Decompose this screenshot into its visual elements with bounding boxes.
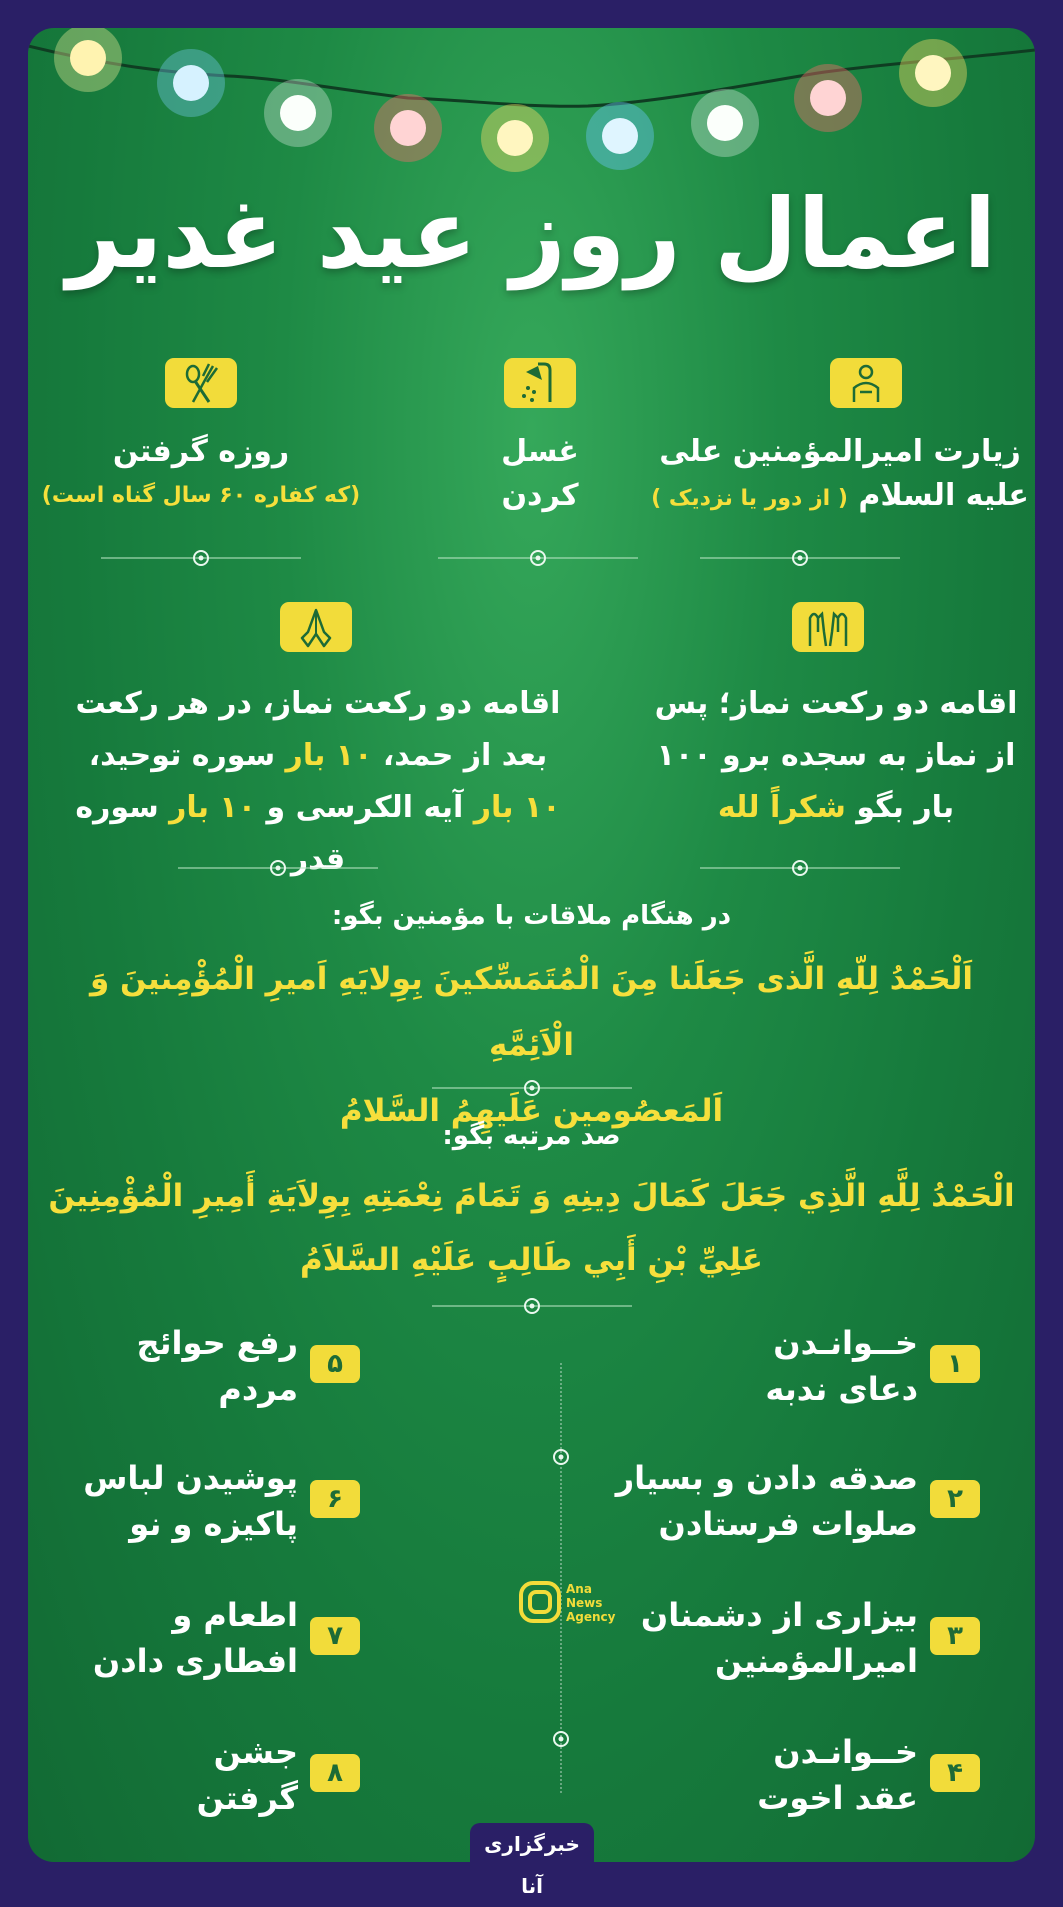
hundred-dua — [48, 1164, 1015, 1292]
list-item — [68, 1320, 298, 1412]
divider-ornament — [700, 858, 900, 878]
raised-hands-icon — [792, 602, 864, 652]
list-item-line1: جشن — [213, 1733, 298, 1771]
list-item-line2: امیرالمؤمنین — [715, 1642, 918, 1680]
act-prayer-sajdah — [636, 678, 1035, 834]
meeting-dua-line2: اَلمَعصُومین عَلَیهِمُ السَّلامُ — [339, 1093, 724, 1129]
act-fasting — [28, 430, 374, 518]
logo-line2: News — [566, 1596, 603, 1610]
hundred-label: صد مرتبه بگو: — [442, 1121, 621, 1151]
list-item — [68, 1729, 298, 1821]
act-prayer-sajdah-line1: اقامه دو رکعت نماز؛ پس — [654, 686, 1018, 721]
act-ziyarat-note: ( از دور یا نزدیک ) — [651, 486, 848, 511]
act-prayer-surah-line3b: آیه الکرسی و — [256, 790, 474, 825]
list-item-line1: خــوانـدن — [773, 1733, 918, 1771]
meeting-dua-line1: اَلْحَمْدُ لِلّهِ الَّذی جَعَلَنا مِنَ الْمُتَمَسِّکینَ بِوِلایَهِ اَمیرِ الْمُؤْمِنینَ وَ الْاَئِمَّهِ — [89, 961, 974, 1063]
list-item-line1: بیزاری از دشمنان — [640, 1596, 918, 1634]
list-number: ۲ — [930, 1480, 980, 1518]
act-fasting-line1: روزه گرفتن — [112, 434, 290, 469]
list-number: ۵ — [310, 1345, 360, 1383]
logo-line3: Agency — [566, 1610, 616, 1624]
list-number: ۴ — [930, 1754, 980, 1792]
divider-ornament — [550, 1446, 572, 1468]
divider-ornament — [438, 548, 638, 568]
list-item — [68, 1592, 298, 1684]
list-item-line2: مردم — [218, 1370, 298, 1408]
garland-lights — [28, 28, 1035, 198]
list-item — [588, 1320, 918, 1412]
logo-line1: Ana — [566, 1582, 592, 1596]
act-fasting-note: (که کفاره ۶۰ سال گناه است) — [41, 483, 361, 508]
list-item-line1: پوشیدن لباس — [83, 1459, 298, 1497]
act-ghusl-line1: غسل — [501, 434, 579, 469]
list-item — [588, 1455, 918, 1547]
act-prayer-surah — [58, 678, 578, 886]
act-prayer-surah-line3a: ۱۰ بار — [473, 790, 561, 825]
list-item — [588, 1729, 918, 1821]
pilgrim-icon — [830, 358, 902, 408]
list-item-line2: عقد اخوت — [757, 1779, 918, 1817]
list-item-line2: پاکیزه و نو — [129, 1505, 298, 1543]
ana-logo-icon — [518, 1580, 562, 1624]
list-number: ۱ — [930, 1345, 980, 1383]
act-prayer-surah-line3c: ۱۰ بار — [169, 790, 257, 825]
list-item — [588, 1592, 918, 1684]
list-item-line2: گرفتن — [196, 1779, 298, 1817]
list-item-line1: اطعام و — [172, 1596, 298, 1634]
act-prayer-sajdah-line2: از نماز به سجده برو ۱۰۰ — [656, 738, 1016, 773]
list-item-line2: افطاری دادن — [92, 1642, 298, 1680]
list-item-line1: صدقه دادن و بسیار — [615, 1459, 918, 1497]
act-prayer-surah-line2a: بعد از حمد، — [372, 738, 548, 773]
act-ghusl — [440, 430, 640, 518]
act-prayer-surah-line2c: سوره توحید، — [88, 738, 286, 773]
list-number: ۸ — [310, 1754, 360, 1792]
divider-ornament — [432, 1078, 632, 1098]
list-item-line2: دعای ندبه — [765, 1370, 918, 1408]
hundred-dua-line1: الْحَمْدُ لِلَّهِ الَّذِي جَعَلَ كَمَالَ دِينِهِ وَ تَمَامَ نِعْمَتِهِ بِوِلاَيَةِ أَمِيرِ الْمُؤْمِنِينَ — [48, 1178, 1015, 1214]
infographic-card — [28, 28, 1035, 1862]
list-item-line2: صلوات فرستادن — [658, 1505, 918, 1543]
act-prayer-sajdah-shukr: شکراً لله — [717, 790, 846, 825]
list-number: ۷ — [310, 1617, 360, 1655]
list-item-line1: خــوانـدن — [773, 1324, 918, 1362]
divider-ornament — [550, 1728, 572, 1750]
divider-ornament — [101, 548, 301, 568]
act-ghusl-line2: کردن — [501, 478, 579, 513]
footer-brand-tab — [470, 1823, 594, 1898]
praying-hands-icon — [280, 602, 352, 652]
shower-icon — [504, 358, 576, 408]
meeting-label: در هنگام ملاقات با مؤمنین بگو: — [331, 901, 732, 931]
act-prayer-surah-line2b: ۱۰ بار — [285, 738, 373, 773]
act-ziyarat-line1: زیارت امیرالمؤمنین علی — [659, 434, 1021, 469]
list-item — [68, 1455, 298, 1547]
meeting-dua — [48, 946, 1015, 1144]
list-number: ۶ — [310, 1480, 360, 1518]
page-title: اعمال روز عید غدیر — [66, 178, 997, 290]
act-prayer-surah-line1: اقامه دو رکعت نماز، در هر رکعت — [75, 686, 561, 721]
footer-brand-text: خبرگزاری آنا — [484, 1832, 580, 1898]
spoon-fork-icon — [165, 358, 237, 408]
divider-ornament — [700, 548, 900, 568]
list-number: ۳ — [930, 1617, 980, 1655]
act-ziyarat — [640, 430, 1035, 521]
divider-ornament — [178, 858, 378, 878]
list-item-line1: رفع حوائج — [136, 1324, 298, 1362]
act-prayer-surah-line3d: سوره قدر — [75, 790, 346, 877]
act-prayer-sajdah-line3a: بار بگو — [845, 790, 955, 825]
act-ziyarat-line2: علیه السلام — [858, 478, 1029, 513]
divider-ornament — [432, 1296, 632, 1316]
hundred-dua-line2: عَلِيِّ بْنِ أَبِي طَالِبٍ عَلَيْهِ السَّلاَمُ — [300, 1242, 763, 1278]
